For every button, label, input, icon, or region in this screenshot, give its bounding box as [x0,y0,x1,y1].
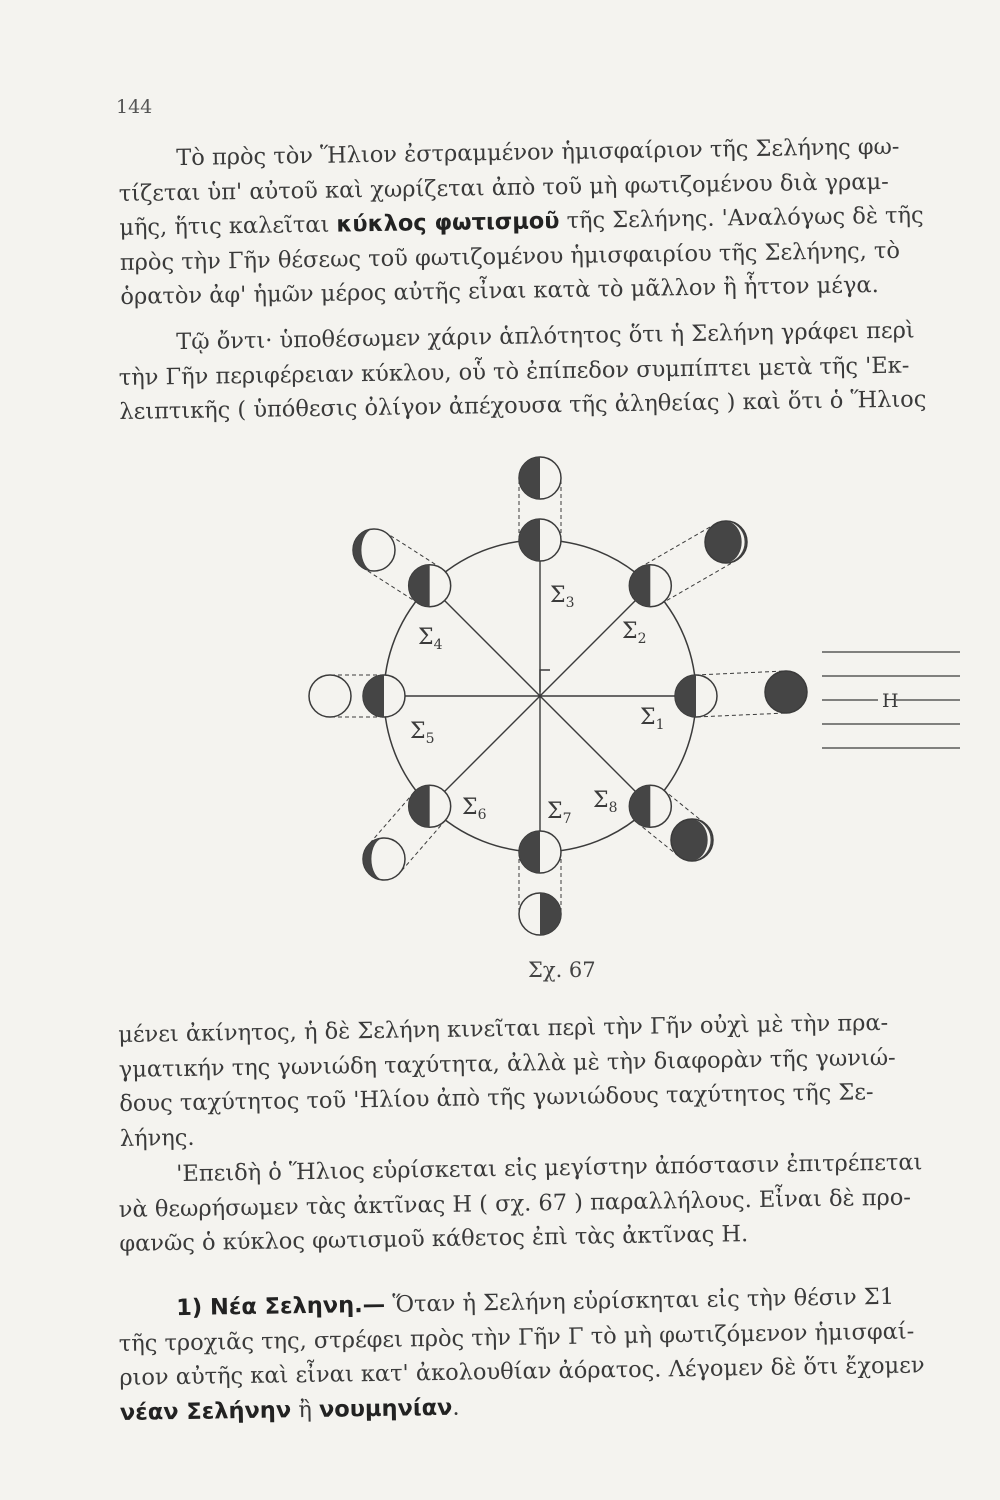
section-heading: 1) Νέα Σεληνη.— [176,1291,386,1322]
radius-line [540,696,635,791]
text-line: λήνης. [119,1124,195,1152]
moon-position-6-shade [409,785,430,827]
projection-line [695,671,785,675]
text-line: γματικήν της γωνιώδη ταχύτητα, ἀλλὰ μὲ τὴν διαφορὰν τῆς γωνιώ- [118,1044,896,1083]
apparent-phase-7-shade [540,893,561,935]
projection-line [400,820,446,873]
text-line: 'Επειδὴ ὁ Ἥλιος εὑρίσκεται εἰς μεγίστην ἀπόστασιν ἐπιτρέπεται [176,1149,923,1188]
apparent-phase-3-shade [519,457,540,499]
paragraph-4 [118,1145,968,1262]
radius-line [540,601,635,696]
projection-line [368,793,414,846]
apparent-phase-8 [671,819,713,861]
position-label-2: $\Sigma_2$ [622,619,647,647]
text-line: Τὸ πρὸς τὸν Ἥλιον ἐστραμμένον ἡμισφαίριον τῆς Σελήνης φω- [176,133,900,172]
paragraph-2 [118,313,968,430]
radius-line [445,696,540,791]
figure-caption: Σχ. 67 [528,958,596,982]
position-label-8: $\Sigma_8$ [593,788,618,816]
moon-position-5-shade [363,675,384,717]
text-line: ριον αὐτῆς καὶ εἶναι κατ' ἀκολουθίαν ἀόρατος. Λέγομεν δὲ ὅτι ἔχομεν [119,1352,925,1391]
text-line: τὴν Γῆν περιφέρειαν κύκλου, οὗ τὸ ἐπίπεδον συμπίπτει μετὰ τῆς 'Εκ- [118,352,910,391]
earth-mark [540,670,550,692]
paragraph-1 [118,129,969,315]
text-line: πρὸς τὴν Γῆν θέσεως τοῦ φωτιζομένου ἡμισφαιρίου τῆς Σελήνης, τὸ [119,237,901,276]
text-line: ὁρατὸν ἀφ' ἡμῶν μέρος αὐτῆς εἶναι κατὰ τὸ μᾶλλον ἢ ἧττον μέγα. [120,272,879,310]
position-label-4: $\Sigma_4$ [418,625,443,653]
paragraph-5 [118,1279,968,1430]
projection-line [661,560,737,604]
projection-line [640,524,716,568]
paragraph-3 [118,1005,968,1156]
text-line: λειπτικῆς ( ὑπόθεσις ὀλίγον ἀπέχουσα τῆς ἀληθείας ) καὶ ὅτι ὁ Ἥλιος [119,386,927,425]
moon-position-7-shade [519,831,540,873]
text-line: νὰ θεωρήσωμεν τὰς ἀκτῖνας Η ( σχ. 67 ) παραλλήλους. Εἶναι δὲ προ- [118,1184,912,1223]
apparent-phase-1 [765,671,807,713]
position-label-7: $\Sigma_7$ [547,799,572,827]
position-label-5: $\Sigma_5$ [410,719,435,747]
text-span: . [452,1394,460,1421]
position-label-3: $\Sigma_3$ [550,583,575,611]
position-label-1: $\Sigma_1$ [640,705,665,733]
text-span: ἢ [290,1396,320,1423]
text-span: Ὅταν ἡ Σελήνη εὑρίσκηται εἰς τὴν θέσιν Σ1 [384,1283,895,1318]
moon-position-3-shade [519,519,540,561]
text-span: μῆς, ἥτις καλεῖται [119,211,337,241]
text-line: δους ταχύτητος τοῦ 'Ηλίου ἀπὸ τῆς γωνιώδους ταχύτητος τῆς Σε- [119,1079,874,1117]
term-nea-selini: νέαν Σελήνην [119,1396,292,1426]
moon-position-4-shade [409,565,430,607]
text-line: μένει ἀκίνητος, ἡ δὲ Σελήνη κινεῖται περὶ τὴν Γῆν οὐχὶ μὲ τὴν πρα- [118,1009,889,1048]
projection-line [697,713,787,717]
sun-label: Η [882,690,899,712]
text-line: τίζεται ὑπ' αὐτοῦ καὶ χωρίζεται ἀπὸ τοῦ μὴ φωτιζομένου διὰ γραμ- [118,168,889,207]
page-number: 144 [116,96,153,118]
position-label-6: $\Sigma_6$ [462,795,487,823]
term-noumenia: νουμηνίαν [318,1394,453,1423]
text-span: τῆς Σελήνης. 'Αναλόγως δὲ τῆς [559,202,924,235]
apparent-phase-5 [309,675,351,717]
text-line: φανῶς ὁ κύκλος φωτισμοῦ κάθετος ἐπὶ τὰς ἀκτῖνας Η. [119,1221,749,1257]
apparent-phase-2 [705,521,747,563]
moon-phases-figure [290,452,980,952]
text-line: τῆς τροχιᾶς της, στρέφει πρὸς τὴν Γῆν Γ τὸ μὴ φωτιζόμενον ἡμισφαί- [118,1318,915,1357]
term-kyklos-fotismou: κύκλος φωτισμοῦ [336,208,560,238]
moon-position-1-shade [675,675,696,717]
text-line: Τῷ ὄντι· ὑποθέσωμεν χάριν ἁπλότητος ὅτι ἡ Σελήνη γράφει περὶ [176,317,915,356]
radius-line [445,601,540,696]
